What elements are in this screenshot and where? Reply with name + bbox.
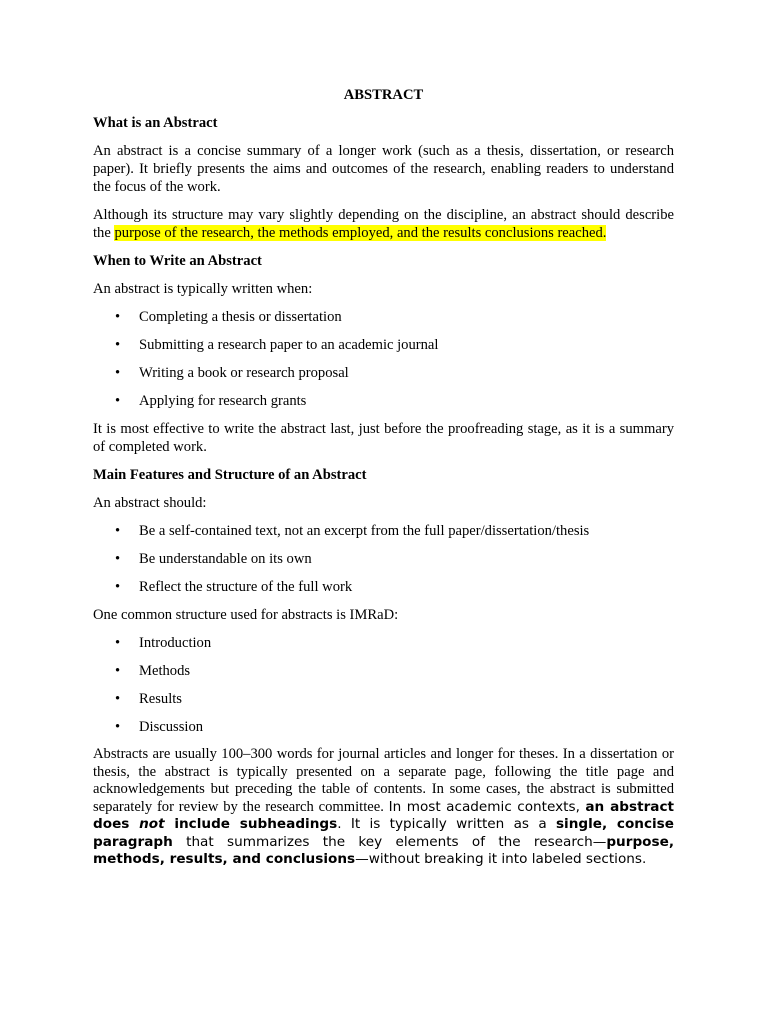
- list-item-text: Introduction: [139, 635, 212, 651]
- heading-what-is-abstract: What is an Abstract: [93, 115, 218, 131]
- bullet-icon: •: [115, 393, 121, 409]
- paragraph-features-intro: An abstract should:: [93, 495, 207, 511]
- closing-bold-4: purpose, methods, results, and conclusions: [93, 833, 674, 867]
- list-item-text: Be a self-contained text, not an excerpt from the full paper/dissertation/thesis: [139, 523, 590, 539]
- list-item-text: Submitting a research paper to an academic journal: [139, 337, 439, 353]
- page-title: ABSTRACT: [343, 87, 424, 103]
- list-item: [93, 308, 674, 326]
- heading-main-features: Main Features and Structure of an Abstract: [93, 467, 367, 483]
- list-item-text: Applying for research grants: [139, 393, 307, 409]
- document-page: [93, 86, 674, 869]
- when-list: [93, 308, 674, 410]
- list-item-text: Be understandable on its own: [139, 551, 312, 567]
- list-item: [93, 392, 674, 410]
- paragraph-when-intro: An abstract is typically written when:: [93, 281, 313, 297]
- closing-sans-text-3: that summarizes the key elements of the research—: [172, 833, 607, 850]
- closing-bold-3: single, concise paragraph: [93, 816, 674, 850]
- paragraph-closing: [93, 746, 674, 869]
- list-item-text: Writing a book or research proposal: [139, 365, 349, 381]
- bullet-icon: •: [115, 663, 121, 679]
- closing-sans-text-1: In most academic contexts,: [388, 798, 586, 815]
- list-item: [93, 634, 674, 652]
- bullet-icon: •: [115, 579, 121, 595]
- paragraph-definition: An abstract is a concise summary of a longer work (such as a thesis, dissertation, or research paper). It briefly presents the aims and outcomes of the research, enabling readers to understand the focus of the work.: [93, 143, 674, 195]
- paragraph-structure-text: Although its structure may vary slightly depending on the discipline, an abstract should describe the: [93, 207, 674, 241]
- highlighted-text: purpose of the research, the methods employed, and the results conclusions reached.: [114, 225, 607, 241]
- bullet-icon: •: [115, 523, 121, 539]
- imrad-list: [93, 634, 674, 736]
- list-item: [93, 662, 674, 680]
- paragraph-imrad-intro: One common structure used for abstracts is IMRaD:: [93, 607, 399, 623]
- list-item: [93, 336, 674, 354]
- list-item-text: Results: [139, 691, 182, 707]
- paragraph-when-outro: It is most effective to write the abstract last, just before the proofreading stage, as it is a summary of completed work.: [93, 421, 674, 455]
- closing-bold-italic: [139, 816, 165, 832]
- bullet-icon: •: [115, 365, 121, 381]
- bullet-icon: •: [115, 691, 121, 707]
- paragraph-structure: [93, 206, 674, 242]
- list-item: [93, 550, 674, 568]
- list-item: [93, 578, 674, 596]
- list-item-text: Completing a thesis or dissertation: [139, 309, 342, 325]
- closing-sans-text-2: . It is typically written as a: [337, 816, 556, 832]
- bullet-icon: •: [115, 337, 121, 353]
- list-item-text: Reflect the structure of the full work: [139, 579, 353, 595]
- list-item: [93, 718, 674, 736]
- closing-sans-text-4: —without breaking it into labeled sections.: [355, 851, 647, 867]
- closing-bold-1: an abstract does: [93, 798, 675, 832]
- closing-serif-text: Abstracts are usually 100–300 words for journal articles and longer for theses. In a dissertation or thesis, the abstract is typically presented on a separate page, following the title page and acknowledgements but preceding the table of contents. In some cases, the abstract is submitted separately for review by the research committee.: [93, 746, 674, 815]
- bullet-icon: •: [115, 719, 121, 735]
- list-item: [93, 522, 674, 540]
- bullet-icon: •: [115, 635, 121, 651]
- closing-not-emphasis: not: [139, 816, 165, 832]
- features-list: [93, 522, 674, 596]
- bullet-icon: •: [115, 551, 121, 567]
- bullet-icon: •: [115, 309, 121, 325]
- heading-when-to-write: When to Write an Abstract: [93, 253, 262, 269]
- list-item: [93, 690, 674, 708]
- list-item-text: Discussion: [139, 719, 204, 735]
- list-item-text: Methods: [139, 663, 191, 679]
- closing-bold-2: include subheadings: [164, 816, 338, 832]
- list-item: [93, 364, 674, 382]
